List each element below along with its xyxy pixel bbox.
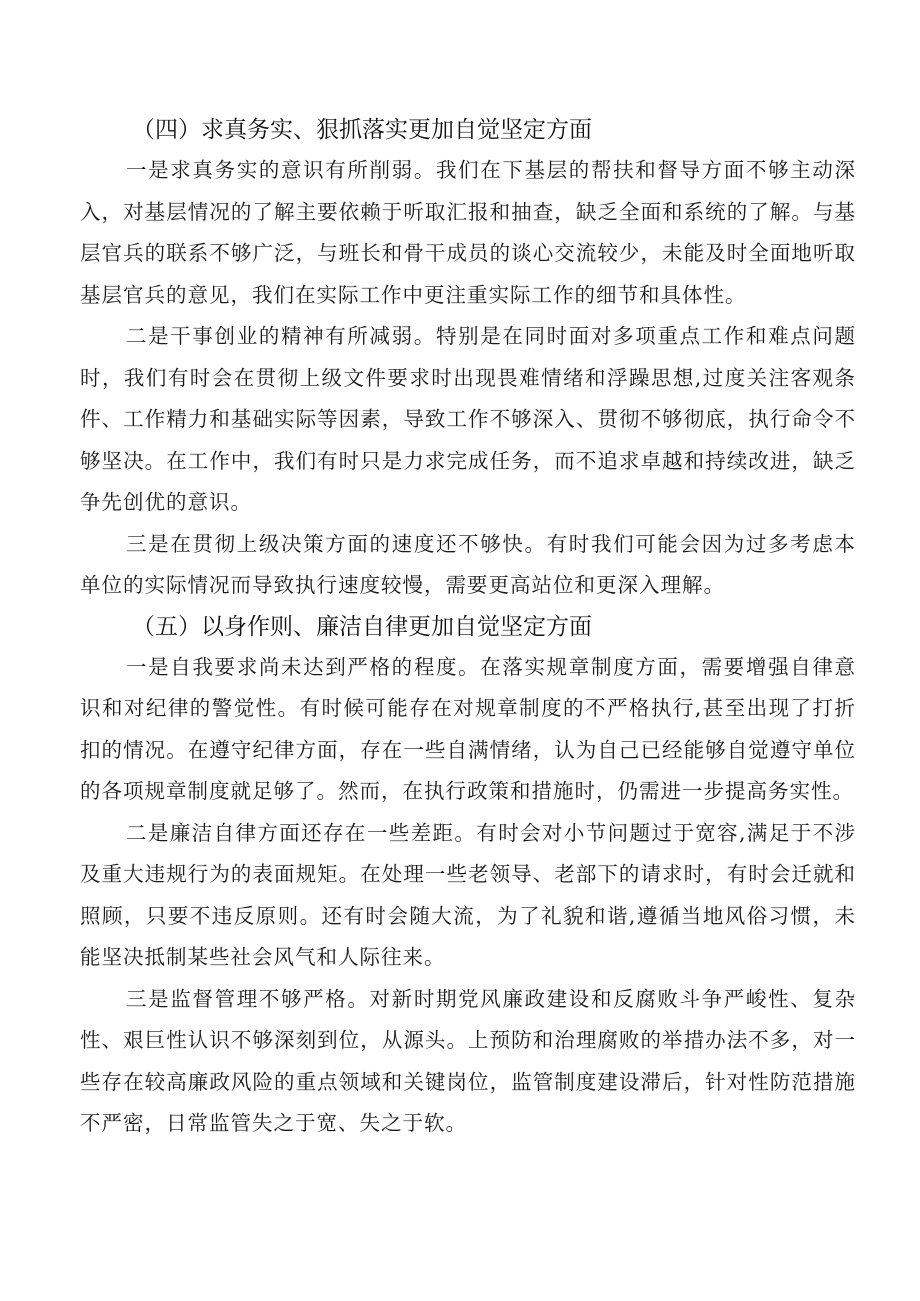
document-body xyxy=(80,110,856,1145)
paragraph: 一是求真务实的意识有所削弱。我们在下基层的帮扶和督导方面不够主动深入，对基层情况的了解主要依赖于听取汇报和抽查，缺乏全面和系统的了解。与基层官兵的联系不够广泛，与班长和骨干成员的谈心交流较少，未能及时全面地听取基层官兵的意见，我们在实际工作中更注重实际工作的细节和具体性。 xyxy=(80,158,856,307)
paragraph: 二是干事创业的精神有所减弱。特别是在同时面对多项重点工作和难点问题时，我们有时会在贯彻上级文件要求时出现畏难情绪和浮躁思想,过度关注客观条件、工作精力和基础实际等因素，导致工作不够深入、贯彻不够彻底，执行命令不够坚决。在工作中，我们有时只是力求完成任务，而不追求卓越和持续改进，缺乏争先创优的意识。 xyxy=(80,324,856,514)
section-heading-5: （五）以身作则、廉洁自律更加自觉坚定方面 xyxy=(132,613,592,640)
paragraph: 三是在贯彻上级决策方面的速度还不够快。有时我们可能会因为过多考虑本单位的实际情况而导致执行速度较慢，需要更高站位和更深入理解。 xyxy=(80,531,856,597)
paragraph: 二是廉洁自律方面还存在一些差距。有时会对小节问题过于宽容,满足于不涉及重大违规行为的表面规矩。在处理一些老领导、老部下的请求时，有时会迁就和照顾，只要不违反原则。还有时会随大流，为了礼貌和谐,遵循当地风俗习惯，未能坚决抵制某些社会风气和人际往来。 xyxy=(80,820,856,969)
section-heading-4: （四）求真务实、狠抓落实更加自觉坚定方面 xyxy=(132,117,592,143)
paragraph: 三是监督管理不够严格。对新时期党风廉政建设和反腐败斗争严峻性、复杂性、艰巨性认识不够深刻到位，从源头。上预防和治理腐败的举措办法不多，对一些存在较高廉政风险的重点领域和关键岗位，监管制度建设滞后，针对性防范措施不严密，日常监管失之于宽、失之于软。 xyxy=(80,986,856,1135)
paragraph: 一是自我要求尚未达到严格的程度。在落实规章制度方面，需要增强自律意识和对纪律的警觉性。有时候可能存在对规章制度的不严格执行,甚至出现了打折扣的情况。在遵守纪律方面，存在一些自满情绪，认为自己已经能够自觉遵守单位的各项规章制度就足够了。然而，在执行政策和措施时，仍需进一步提高务实性。 xyxy=(80,654,856,803)
